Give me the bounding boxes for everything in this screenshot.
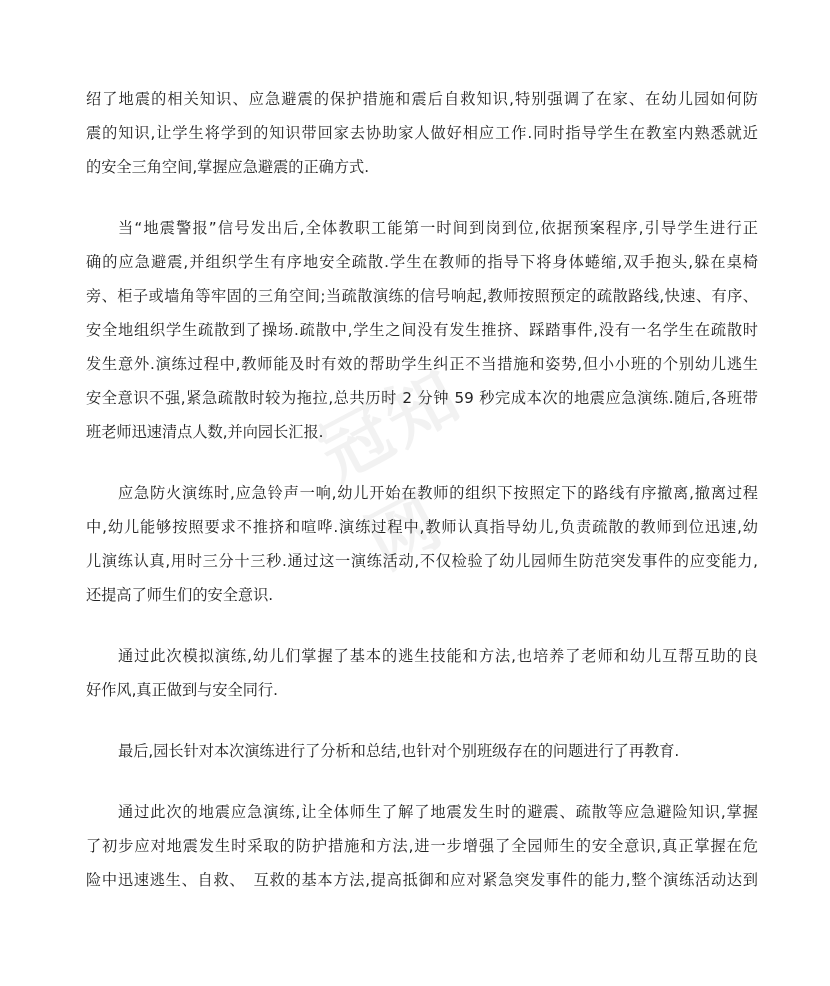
paragraph-line: 安全意识不强,紧急疏散时较为拖拉,总共历时 2 分钟 59 秒完成本次的地震应急演练.随后,各班带 [86,389,758,407]
paragraph-line: 旁、柜子或墙角等牢固的三角空间;当疏散演练的信号响起,教师按照预定的疏散路线,快速、有序、 [86,287,758,305]
paragraph-line: 通过此次模拟演练,幼儿们掌握了基本的逃生技能和方法,也培养了老师和幼儿互帮互助的良 [118,647,758,665]
watermark-logo: 冠知网 [306,353,476,585]
paragraph-line: 还提高了师生们的安全意识. [86,586,274,604]
paragraph-line: 发生意外.演练过程中,教师能及时有效的帮助学生纠正不当措施和姿势,但小小班的个别幼儿逃生 [86,355,758,373]
paragraph-line: 应急防火演练时,应急铃声一响,幼儿开始在教师的组织下按照定下的路线有序撤离,撤离过程 [118,484,758,502]
paragraph-line: 最后,园长针对本次演练进行了分析和总结,也针对个别班级存在的问题进行了再教育. [118,742,680,760]
paragraph-line: 险中迅速逃生、自救、 互救的基本方法,提高抵御和应对紧急突发事件的能力,整个演练活动达到 [86,871,758,889]
paragraph-line: 震的知识,让学生将学到的知识带回家去协助家人做好相应工作.同时指导学生在教室内熟悉就近 [86,124,758,142]
paragraph-line: 当“地震警报”信号发出后,全体教职工能第一时间到岗到位,依据预案程序,引导学生进行正 [118,219,758,237]
paragraph-line: 好作风,真正做到与安全同行. [86,681,278,699]
paragraph-line: 了初步应对地震发生时采取的防护措施和方法,进一步增强了全园师生的安全意识,真正掌握在危 [86,837,758,855]
paragraph-line: 中,幼儿能够按照要求不推挤和喧哗.演练过程中,教师认真指导幼儿,负责疏散的教师到位迅速,幼 [86,518,758,536]
paragraph-line: 通过此次的地震应急演练,让全体师生了解了地震发生时的避震、疏散等应急避险知识,掌握 [118,803,758,821]
paragraph-line: 的安全三角空间,掌握应急避震的正确方式. [86,158,370,176]
paragraph-line: 确的应急避震,并组织学生有序地安全疏散.学生在教师的指导下将身体蜷缩,双手抱头,躲在桌椅 [86,253,758,271]
paragraph-line: 班老师迅速清点人数,并向园长汇报. [86,423,324,441]
paragraph-line: 绍了地震的相关知识、应急避震的保护措施和震后自救知识,特别强调了在家、在幼儿园如何防 [86,90,758,108]
paragraph-line: 儿演练认真,用时三分十三秒.通过这一演练活动,不仅检验了幼儿园师生防范突发事件的应变能力, [86,552,758,570]
paragraph-line: 安全地组织学生疏散到了操场.疏散中,学生之间没有发生推挤、踩踏事件,没有一名学生在疏散时 [86,321,758,339]
